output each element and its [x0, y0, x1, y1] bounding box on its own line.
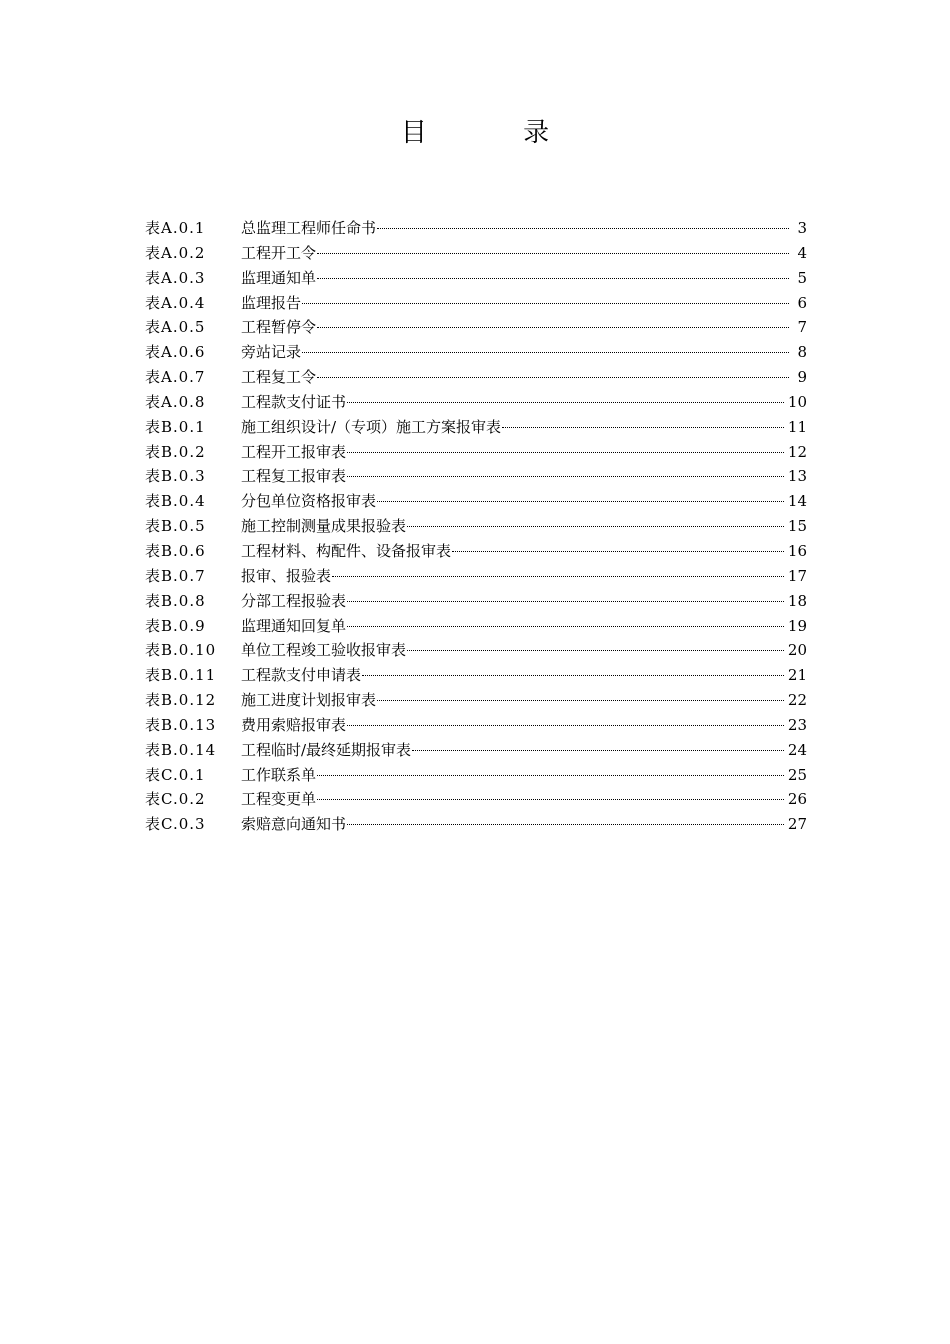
- toc-dot-leader: [347, 725, 784, 726]
- toc-entry-code: 表B.0.6: [145, 541, 206, 560]
- toc-dot-leader: [377, 501, 784, 502]
- toc-entry-page-number: 7: [797, 318, 807, 337]
- toc-entry-title: 施工控制测量成果报验表: [241, 517, 407, 536]
- toc-entry-code: 表A.0.8: [145, 392, 206, 411]
- toc-entry-title: 施工组织设计/（专项）施工方案报审表: [241, 417, 502, 436]
- toc-dot-leader: [302, 303, 789, 304]
- toc-entry-page-number: 13: [787, 467, 807, 486]
- toc-entry-page-number: 20: [787, 641, 807, 660]
- toc-entry-page-number: 21: [787, 666, 807, 685]
- toc-dot-leader: [377, 228, 789, 229]
- toc-dot-leader: [347, 601, 784, 602]
- toc-entry-title: 工作联系单: [241, 765, 317, 784]
- toc-entry[interactable]: [145, 340, 807, 365]
- toc-entry[interactable]: [145, 291, 807, 316]
- toc-entry[interactable]: [145, 365, 807, 390]
- toc-entry-title: 监理报告: [241, 293, 302, 312]
- page-title: 目 录: [400, 118, 594, 148]
- toc-dot-leader: [377, 700, 784, 701]
- toc-entry-code: 表B.0.12: [145, 691, 217, 710]
- toc-entry-page-number: 12: [787, 442, 807, 461]
- toc-entry-page-number: 3: [797, 219, 807, 237]
- toc-dot-leader: [412, 750, 784, 751]
- toc-entry[interactable]: [145, 688, 807, 713]
- toc-entry[interactable]: [145, 390, 807, 415]
- toc-entry-title: 工程复工报审表: [241, 467, 347, 486]
- toc-entry-title: 单位工程竣工验收报审表: [241, 641, 407, 660]
- toc-entry-title: 工程材料、构配件、设备报审表: [241, 541, 452, 560]
- toc-entry-code: 表B.0.10: [145, 641, 217, 660]
- toc-entry-title: 索赔意向通知书: [241, 815, 347, 834]
- toc-dot-leader: [317, 775, 784, 776]
- toc-entry[interactable]: [145, 464, 807, 489]
- toc-dot-leader: [317, 253, 789, 254]
- table-of-contents: [145, 216, 807, 837]
- toc-entry-title: 监理通知回复单: [241, 616, 347, 635]
- toc-entry-page-number: 14: [787, 492, 807, 511]
- toc-entry-code: 表A.0.3: [145, 268, 206, 287]
- toc-entry[interactable]: [145, 614, 807, 639]
- toc-entry-page-number: 9: [797, 368, 807, 387]
- toc-entry-code: 表A.0.7: [145, 368, 206, 387]
- toc-entry[interactable]: [145, 713, 807, 738]
- toc-entry-page-number: 18: [787, 591, 807, 610]
- toc-entry[interactable]: [145, 489, 807, 514]
- toc-entry-page-number: 23: [787, 715, 807, 734]
- toc-entry-page-number: 15: [787, 517, 807, 536]
- toc-dot-leader: [407, 650, 784, 651]
- toc-entry-code: 表C.0.2: [145, 790, 206, 809]
- toc-entry-title: 工程复工令: [241, 368, 317, 387]
- toc-dot-leader: [347, 402, 784, 403]
- toc-entry-page-number: 26: [787, 790, 807, 809]
- toc-entry-page-number: 11: [787, 417, 807, 436]
- toc-entry-code: 表B.0.11: [145, 666, 217, 685]
- toc-entry-code: 表C.0.1: [145, 765, 206, 784]
- toc-entry[interactable]: [145, 315, 807, 340]
- toc-entry-code: 表A.0.2: [145, 243, 206, 262]
- toc-entry-code: 表B.0.4: [145, 492, 206, 511]
- toc-entry-title: 监理通知单: [241, 268, 317, 287]
- toc-entry-title: 旁站记录: [241, 343, 302, 362]
- toc-entry-page-number: 19: [787, 616, 807, 635]
- toc-entry[interactable]: [145, 241, 807, 266]
- toc-entry-code: 表B.0.14: [145, 740, 217, 759]
- toc-entry[interactable]: [145, 738, 807, 763]
- toc-entry[interactable]: [145, 663, 807, 688]
- toc-entry-code: 表B.0.2: [145, 442, 206, 461]
- toc-entry-page-number: 16: [787, 541, 807, 560]
- toc-entry-page-number: 27: [787, 815, 807, 834]
- toc-dot-leader: [347, 626, 784, 627]
- toc-entry-code: 表C.0.3: [145, 815, 206, 834]
- toc-entry-code: 表B.0.1: [145, 417, 206, 436]
- toc-entry[interactable]: [145, 539, 807, 564]
- toc-entry-code: 表B.0.8: [145, 591, 206, 610]
- toc-dot-leader: [302, 352, 789, 353]
- toc-entry-title: 工程暂停令: [241, 318, 317, 337]
- toc-dot-leader: [317, 278, 789, 279]
- toc-entry-title: 工程变更单: [241, 790, 317, 809]
- toc-entry-code: 表B.0.7: [145, 566, 206, 585]
- toc-entry-title: 工程临时/最终延期报审表: [241, 740, 412, 759]
- toc-entry-page-number: 17: [787, 566, 807, 585]
- toc-entry-title: 施工进度计划报审表: [241, 691, 377, 710]
- toc-dot-leader: [332, 576, 784, 577]
- toc-entry-title: 工程款支付申请表: [241, 666, 362, 685]
- toc-entry[interactable]: [145, 415, 807, 440]
- toc-entry[interactable]: [145, 440, 807, 465]
- toc-entry[interactable]: [145, 564, 807, 589]
- toc-entry-title: 工程开工令: [241, 243, 317, 262]
- toc-entry[interactable]: [145, 812, 807, 837]
- toc-entry-page-number: 10: [787, 392, 807, 411]
- toc-dot-leader: [502, 427, 784, 428]
- toc-dot-leader: [347, 824, 784, 825]
- toc-entry-title: 分部工程报验表: [241, 591, 347, 610]
- toc-entry-code: 表B.0.3: [145, 467, 206, 486]
- toc-entry[interactable]: [145, 763, 807, 788]
- toc-entry-page-number: 25: [787, 765, 807, 784]
- toc-dot-leader: [317, 799, 784, 800]
- toc-entry-code: 表A.0.1: [145, 219, 206, 237]
- toc-entry[interactable]: [145, 787, 807, 812]
- toc-entry-title: 报审、报验表: [241, 566, 332, 585]
- toc-entry-code: 表A.0.6: [145, 343, 206, 362]
- toc-entry-code: 表B.0.13: [145, 715, 217, 734]
- toc-entry-page-number: 22: [787, 691, 807, 710]
- toc-dot-leader: [362, 675, 784, 676]
- toc-entry-code: 表A.0.4: [145, 293, 206, 312]
- toc-entry-code: 表A.0.5: [145, 318, 206, 337]
- toc-entry-code: 表B.0.9: [145, 616, 206, 635]
- toc-dot-leader: [347, 452, 784, 453]
- toc-entry-page-number: 5: [797, 268, 807, 287]
- toc-entry-code: 表B.0.5: [145, 517, 206, 536]
- toc-entry-page-number: 6: [797, 293, 807, 312]
- toc-entry-page-number: 8: [797, 343, 807, 362]
- toc-dot-leader: [317, 327, 789, 328]
- toc-entry-page-number: 4: [797, 243, 807, 262]
- toc-dot-leader: [452, 551, 784, 552]
- toc-entry[interactable]: [145, 216, 807, 241]
- toc-entry[interactable]: [145, 514, 807, 539]
- toc-entry-title: 工程开工报审表: [241, 442, 347, 461]
- toc-entry-title: 工程款支付证书: [241, 392, 347, 411]
- toc-dot-leader: [407, 526, 784, 527]
- toc-entry[interactable]: [145, 638, 807, 663]
- toc-entry-title: 费用索赔报审表: [241, 715, 347, 734]
- toc-entry-title: 分包单位资格报审表: [241, 492, 377, 511]
- toc-dot-leader: [347, 476, 784, 477]
- toc-entry[interactable]: [145, 266, 807, 291]
- toc-dot-leader: [317, 377, 789, 378]
- toc-entry[interactable]: [145, 589, 807, 614]
- toc-entry-title: 总监理工程师任命书: [241, 219, 377, 237]
- toc-entry-page-number: 24: [787, 740, 807, 759]
